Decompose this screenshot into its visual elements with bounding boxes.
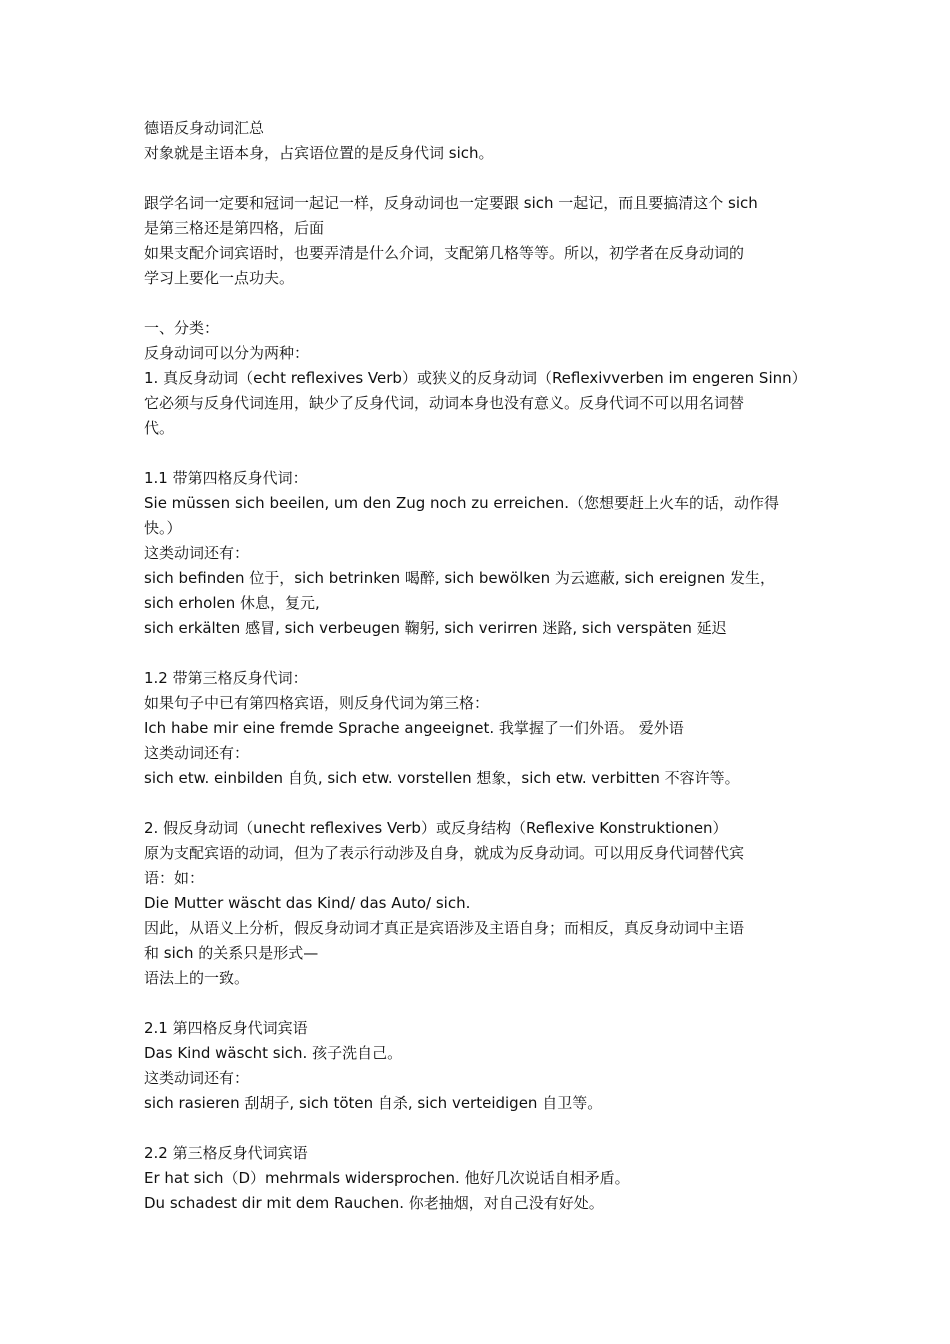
document-title: 德语反身动词汇总	[144, 119, 265, 137]
paragraph-line: 是第三格还是第四格，后面	[144, 219, 325, 237]
paragraph-line: 跟学名词一定要和冠词一起记一样，反身动词也一定要跟 sich 一起记，而且要搞清这个 sich	[144, 194, 758, 212]
verb-list-line: sich etw. einbilden 自负, sich etw. vorstellen 想象，sich etw. verbitten 不容许等。	[144, 769, 740, 787]
verb-list-line: sich befinden 位于，sich betrinken 喝醉, sich bewölken 为云遮蔽, sich ereignen 发生，	[144, 569, 775, 587]
example-sentence: Die Mutter wäscht das Kind/ das Auto/ sich.	[144, 894, 471, 912]
paragraph-line: 因此，从语义上分析，假反身动词才真正是宾语涉及主语自身；而相反，真反身动词中主语	[144, 919, 745, 937]
example-sentence: Das Kind wäscht sich. 孩子洗自己。	[144, 1044, 403, 1062]
paragraph-line: 这类动词还有：	[144, 544, 250, 562]
paragraph-line: 和 sich 的关系只是形式—	[144, 944, 319, 962]
paragraph-line: 反身动词可以分为两种：	[144, 344, 310, 362]
example-sentence: Sie müssen sich beeilen, um den Zug noch zu erreichen.（您想要赶上火车的话，动作得	[144, 494, 779, 512]
paragraph-line: 如果句子中已有第四格宾语，则反身代词为第三格：	[144, 694, 490, 712]
paragraph-line: 学习上要化一点功夫。	[144, 269, 295, 287]
intro-line: 对象就是主语本身，占宾语位置的是反身代词 sich。	[144, 144, 494, 162]
verb-list-line: sich erholen 休息，复元,	[144, 594, 320, 612]
paragraph-line: 这类动词还有：	[144, 1069, 250, 1087]
document-body	[144, 116, 810, 1216]
paragraph-line: 快。）	[144, 519, 182, 537]
example-sentence: Ich habe mir eine fremde Sprache angeeignet. 我掌握了一们外语。 爱外语	[144, 719, 684, 737]
subsection-heading: 1.2 带第三格反身代词：	[144, 669, 308, 687]
spacer	[144, 291, 810, 316]
spacer	[144, 791, 810, 816]
paragraph-line: 语：如：	[144, 869, 205, 887]
paragraph-line: 这类动词还有：	[144, 744, 250, 762]
paragraph-line: 原为支配宾语的动词，但为了表示行动涉及自身，就成为反身动词。可以用反身代词替代宾	[144, 844, 745, 862]
subsection-heading: 2.2 第三格反身代词宾语	[144, 1144, 308, 1162]
subsection-heading: 1. 真反身动词（echt reflexives Verb）或狭义的反身动词（Reflexivverben im engeren Sinn）	[144, 369, 807, 387]
example-sentence: Er hat sich（D）mehrmals widersprochen. 他好几次说话自相矛盾。	[144, 1169, 630, 1187]
spacer	[144, 1116, 810, 1141]
spacer	[144, 441, 810, 466]
paragraph-line: 语法上的一致。	[144, 969, 250, 987]
subsection-heading: 2.1 第四格反身代词宾语	[144, 1019, 308, 1037]
verb-list-line: sich erkälten 感冒, sich verbeugen 鞠躬, sich verirren 迷路, sich verspäten 延迟	[144, 619, 727, 637]
subsection-heading: 1.1 带第四格反身代词：	[144, 469, 308, 487]
subsection-heading: 2. 假反身动词（unecht reflexives Verb）或反身结构（Reflexive Konstruktionen）	[144, 819, 728, 837]
spacer	[144, 641, 810, 666]
example-sentence: Du schadest dir mit dem Rauchen. 你老抽烟，对自己没有好处。	[144, 1194, 604, 1212]
section-heading: 一、分类：	[144, 319, 220, 337]
paragraph-line: 它必须与反身代词连用，缺少了反身代词，动词本身也没有意义。反身代词不可以用名词替	[144, 394, 745, 412]
paragraph-line: 代。	[144, 419, 175, 437]
paragraph-line: 如果支配介词宾语时，也要弄清是什么介词，支配第几格等等。所以，初学者在反身动词的	[144, 244, 745, 262]
spacer	[144, 991, 810, 1016]
verb-list-line: sich rasieren 刮胡子, sich töten 自杀, sich verteidigen 自卫等。	[144, 1094, 603, 1112]
spacer	[144, 166, 810, 191]
